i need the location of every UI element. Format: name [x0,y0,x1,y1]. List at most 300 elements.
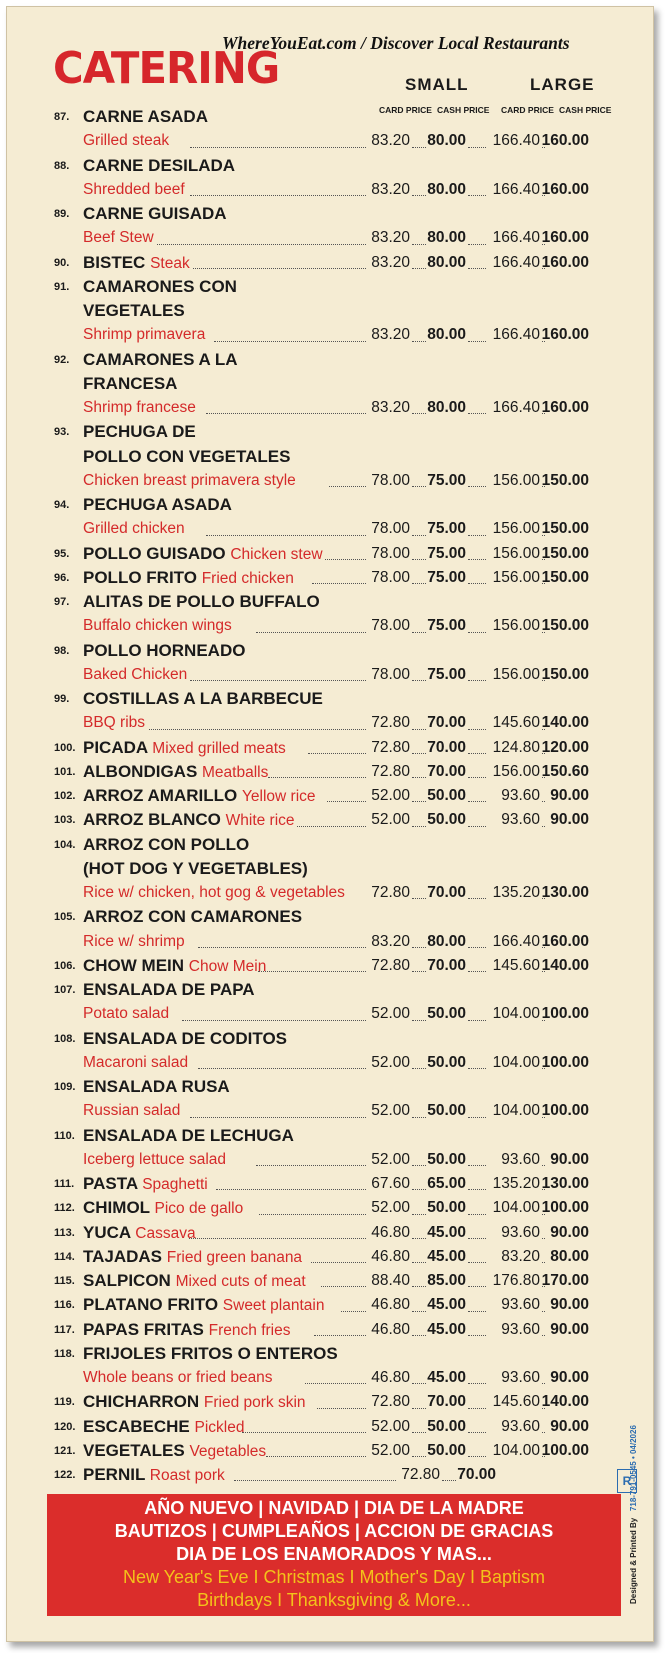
menu-item [54,420,619,493]
leader-dots [242,1432,366,1433]
item-name-spanish: ENSALADA RUSA [83,1077,230,1096]
item-description: Rice w/ chicken, hot gog & vegetables [83,884,345,901]
menu-item [54,1245,619,1269]
price-small-card: 72.80 [371,956,410,974]
price-large-cash: 90.00 [550,1320,589,1338]
leader-dots [157,244,366,245]
item-name-spanish: PLATANO FRITO [83,1295,219,1315]
item-name-spanish: COSTILLAS A LA BARBECUE [83,689,323,708]
item-name [83,154,235,178]
item-name [83,251,190,276]
leader-dots [190,147,366,148]
leader-dots [189,1238,366,1239]
item-name [83,1293,324,1318]
item-line [54,833,619,857]
menu-item [54,105,619,154]
item-line [54,372,619,396]
item-number: 101. [54,765,76,778]
menu-item [54,251,619,275]
price-small-cash: 70.00 [427,714,466,732]
item-number: 108. [54,1032,76,1045]
banner-line-english: Birthdays I Thanksgiving & More... [197,1590,471,1610]
price-small-cash: 80.00 [427,253,466,271]
price-small-card: 78.00 [371,665,410,683]
price-large-cash: 140.00 [541,714,589,732]
price-large-cash: 160.00 [541,180,589,198]
leader-dots [312,583,366,584]
item-number: 107. [54,984,76,996]
item-name [83,1196,243,1221]
item-name-english: White rice [225,812,295,830]
price-large-cash: 150.00 [541,617,589,635]
large-cash-price-header: CASH PRICE [559,105,612,115]
price-large-card: 156.00 [492,617,540,635]
item-description: Chicken breast primavera style [83,471,296,489]
item-line [54,1390,619,1414]
item-description: Russian salad [83,1102,181,1120]
leader-dots [317,1408,366,1409]
menu-item [54,1075,619,1124]
price-large-cash: 140.00 [541,956,589,974]
item-number: 109. [54,1081,76,1093]
price-large-card: 145.60 [492,714,540,732]
item-name-spanish: CHOW MEIN [83,955,185,975]
price-small-card: 46.80 [371,1320,410,1338]
price-small-cash: 45.00 [427,1296,466,1314]
price-small-card: 67.60 [371,1175,410,1192]
price-large-cash: 90.00 [550,811,589,829]
price-large-cash: 160.00 [541,399,589,416]
item-line [54,1002,619,1026]
item-number: 102. [54,790,76,802]
item-line [54,590,619,614]
price-large-card: 166.40 [492,229,540,247]
price-small-card: 46.80 [371,1247,410,1265]
item-number: 88. [54,159,70,172]
item-name [83,275,237,299]
item-number: 114. [54,1250,75,1263]
menu-item [54,905,619,954]
price-small-card: 52.00 [371,1102,410,1120]
item-name [83,542,323,567]
leader-dots [256,632,366,633]
leader-dots [206,413,366,414]
leader-dots [268,777,366,778]
price-small-cash: 75.00 [427,665,466,683]
menu-item [54,1415,619,1439]
item-line [54,1342,619,1366]
price-large-card: 166.40 [492,180,540,198]
item-name-spanish: CARNE ASADA [83,107,208,126]
item-name-spanish: CAMARONES A LA [83,349,238,369]
price-small-card: 78.00 [371,520,410,538]
price-small-cash: 70.00 [427,956,466,974]
item-line [54,517,619,541]
item-name [83,639,245,663]
item-name-english: Fried pork skin [203,1394,306,1412]
price-large-card: 93.60 [501,787,540,804]
price-small-cash: 50.00 [427,1199,466,1217]
item-number: 103. [54,814,76,827]
item-line [54,1196,619,1220]
price-small-card: 52.00 [371,1150,410,1168]
price-small-cash: 70.00 [427,762,466,780]
price-small-cash: 80.00 [427,326,466,344]
printer-logo-icon: R [617,1469,637,1493]
item-name [83,1124,294,1148]
item-line [54,105,619,129]
price-small-cash: 80.00 [427,229,466,247]
item-name-english: Sweet plantain [222,1297,325,1315]
printer-credit [629,1425,638,1604]
item-line [54,1172,619,1196]
price-large-cash: 150.00 [541,544,589,562]
item-name-spanish: ARROZ BLANCO [83,810,221,830]
price-large-card: 166.40 [492,326,540,344]
price-large-cash: 160.00 [541,253,589,271]
item-name-spanish: PECHUGA ASADA [83,495,232,514]
item-name [83,1245,302,1270]
item-line [54,1148,619,1172]
price-small-card: 88.40 [371,1272,410,1289]
price-small-card: 52.00 [371,1441,410,1459]
item-description: Buffalo chicken wings [83,617,232,635]
item-name-spanish: CARNE GUISADA [83,204,227,223]
item-line [54,978,619,1002]
item-number: 110. [54,1129,75,1142]
item-name [83,1463,225,1488]
banner-line-english: New Year's Eve I Christmas I Mother's Day I Baptism [122,1567,545,1587]
item-number: 91. [54,280,70,293]
price-small-card: 78.00 [371,471,410,489]
menu-item [54,566,619,590]
item-number: 106. [54,959,76,972]
price-large-cash: 90.00 [550,1296,589,1314]
item-name-english: Mixed cuts of meat [175,1273,306,1290]
price-small-card: 83.20 [371,180,410,198]
leader-dots [214,341,366,342]
price-small-card: 46.80 [371,1223,410,1241]
item-number: 90. [54,256,70,269]
price-small-card: 52.00 [371,1417,410,1435]
price-small-card: 52.00 [371,1005,410,1023]
item-name-continued: (HOT DOG Y VEGETABLES) [83,858,308,878]
item-name-spanish: PERNIL [83,1465,146,1484]
item-name [83,1342,338,1366]
item-number: 98. [54,644,70,657]
price-large-card: 166.40 [492,253,540,271]
item-name-spanish: ENSALADA DE CODITOS [83,1028,288,1048]
menu-item [54,833,619,906]
price-large-cash: 160.00 [541,326,589,344]
banner-line: BAUTIZOS | CUMPLEAÑOS | ACCION DE GRACIAS [114,1521,554,1541]
price-large-card: 135.20 [492,884,540,901]
price-large-card: 156.00 [492,665,540,683]
price-large-card: 166.40 [492,132,540,150]
leader-dots [190,680,366,681]
item-name [83,590,320,614]
price-small-cash: 75.00 [427,471,466,489]
price-large-cash: 100.00 [541,1102,589,1120]
item-description: Potato salad [83,1005,170,1023]
item-name [83,833,249,857]
item-name-spanish: POLLO FRITO [83,567,197,587]
price-large-card: 166.40 [492,932,540,950]
menu-item [54,1269,619,1293]
price-small-cash: 75.00 [427,544,466,562]
item-line [54,299,619,323]
price-large-cash: 150.00 [541,471,589,489]
occasions-banner [47,1494,621,1616]
item-name [83,105,208,129]
price-large-cash: 90.00 [550,1417,589,1435]
leader-dots [314,1335,366,1336]
leader-dots [258,971,366,972]
price-small-card: 72.80 [371,738,410,756]
item-name-english: Fried green banana [166,1248,303,1266]
item-name-spanish: CHIMOL [83,1198,150,1218]
price-small-cash: 50.00 [427,1441,466,1459]
price-large-card: 156.00 [492,762,540,780]
price-large-card: 176.80 [492,1272,540,1289]
price-small-card: 72.80 [371,714,410,732]
item-name-spanish: ALITAS DE POLLO BUFFALO [83,592,320,611]
printer-phone: 718-791-0545 • 04/2026 [629,1425,638,1512]
price-large-cash: 100.00 [541,1053,589,1071]
price-small-card: 52.00 [371,787,410,804]
menu-item [54,202,619,251]
item-line [54,323,619,347]
item-number: 119. [54,1396,75,1409]
leader-dots [305,1383,366,1384]
menu-item [54,1221,619,1245]
price-small-cash: 50.00 [427,1150,466,1168]
item-description: Shredded beef [83,180,185,198]
item-line [54,954,619,978]
price-large-cash: 170.00 [541,1272,589,1289]
price-large-card: 104.00 [492,1053,540,1071]
item-line [54,1318,619,1342]
menu-item [54,348,619,421]
price-small-card: 52.00 [371,811,410,829]
item-line [54,493,619,517]
item-name-spanish: ARROZ CON POLLO [83,834,250,854]
leader-dots [216,1189,366,1190]
price-small-cash: 50.00 [427,1417,466,1435]
price-large-card: 93.60 [501,1296,540,1314]
item-name [83,493,232,517]
price-small-cash: 65.00 [427,1175,466,1192]
item-name [83,736,286,761]
price-large-cash: 90.00 [550,1150,589,1168]
item-name-spanish: SALPICON [83,1271,171,1290]
item-description: Rice w/ shrimp [83,932,185,950]
price-small-card: 72.80 [371,884,410,901]
price-small-card: 83.20 [371,326,410,344]
menu-item [54,639,619,688]
item-name-continued: VEGETALES [83,301,185,320]
item-name-spanish: ENSALADA DE LECHUGA [83,1125,294,1145]
item-name [83,420,196,444]
menu-item [54,760,619,784]
item-line [54,178,619,202]
item-name [83,784,316,809]
item-number: 115. [54,1275,75,1287]
item-number: 117. [54,1323,75,1336]
item-name [83,1318,290,1343]
item-line [54,226,619,250]
leader-dots [297,826,366,827]
item-name-spanish: CHICHARRON [83,1392,200,1412]
item-name-spanish: TAJADAS [83,1246,163,1266]
price-small-cash: 80.00 [427,932,466,950]
item-line [54,1463,619,1487]
item-name-english: Roast pork [149,1467,225,1484]
leader-dots [149,729,366,730]
item-description: Grilled chicken [83,520,185,538]
item-name [83,760,268,785]
leader-dots [329,486,366,487]
item-line [54,760,619,784]
item-line [54,614,619,638]
price-large-cash: 160.00 [541,932,589,950]
item-name-english: Chow Mein [188,957,267,975]
price-small-cash: 50.00 [427,1053,466,1071]
item-line [54,1293,619,1317]
price-large-cash: 140.00 [541,1393,589,1411]
price-large-cash: 150.00 [541,568,589,586]
site-watermark: WhereYouEat.com / Discover Local Restaurants [222,33,570,53]
menu-item [54,954,619,978]
price-large-card: 124.80 [492,738,540,756]
item-name-english: Mixed grilled meats [152,739,286,757]
item-name [83,1172,208,1197]
price-small-card: 83.20 [371,253,410,271]
menu-item [54,784,619,808]
price-small-card: 83.20 [371,399,410,416]
menu-item [54,1124,619,1173]
menu-item [54,1196,619,1220]
leader-dots [311,1262,366,1263]
leader-dots [325,559,366,560]
price-large-cash: 160.00 [541,132,589,150]
item-name [83,905,302,929]
price-small-cash: 45.00 [427,1369,466,1386]
item-name-english: Spaghetti [142,1176,208,1193]
price-small-card: 83.20 [371,132,410,150]
item-line [54,348,619,372]
item-number: 96. [54,571,70,584]
item-name-english: Cassava [135,1224,196,1242]
price-large-card: 93.60 [501,811,540,829]
item-name [83,566,294,591]
item-line [54,663,619,687]
item-number: 99. [54,693,70,705]
menu-item [54,808,619,832]
menu-item [54,687,619,736]
item-line [54,857,619,881]
small-size-header: SMALL [405,75,469,94]
price-small-cash: 75.00 [427,568,466,586]
item-name-spanish: FRIJOLES FRITOS O ENTEROS [83,1343,338,1363]
price-small-cash: 75.00 [427,520,466,538]
item-line [54,1027,619,1051]
item-name-english: Fried chicken [201,569,294,587]
item-name-spanish: ENSALADA DE PAPA [83,980,255,999]
leader-dots [182,1020,366,1021]
price-large-card: 135.20 [492,1175,540,1192]
price-large-cash: 150.00 [541,520,589,538]
menu-item [54,1293,619,1317]
menu-item [54,1342,619,1391]
leader-dots [327,801,366,802]
item-number: 100. [54,741,76,754]
leader-dots [190,1117,366,1118]
price-large-card: 156.00 [492,520,540,538]
price-large-card: 104.00 [492,1102,540,1120]
item-description: Shrimp francese [83,399,196,416]
item-number: 89. [54,208,70,220]
price-large-cash: 120.00 [541,738,589,756]
price-large-card: 93.60 [501,1369,540,1386]
item-number: 118. [54,1347,75,1360]
item-line [54,1221,619,1245]
item-name-english: Vegetables [189,1442,267,1460]
item-number: 94. [54,499,70,511]
item-line [54,784,619,808]
price-large-card: 145.60 [492,956,540,974]
price-small-cash: 70.00 [457,1466,496,1483]
banner-line: DIA DE LOS ENAMORADOS Y MAS... [176,1544,492,1564]
item-line [54,1366,619,1390]
price-small-cash: 45.00 [427,1247,466,1265]
item-line [54,420,619,444]
item-name [83,1221,196,1246]
item-line [54,905,619,929]
item-line [54,469,619,493]
price-small-cash: 45.00 [427,1223,466,1241]
item-line [54,711,619,735]
item-line [54,687,619,711]
item-line [54,566,619,590]
item-number: 97. [54,596,70,608]
item-name [83,1269,306,1294]
leader-dots [259,1214,366,1215]
price-large-cash: 100.00 [541,1199,589,1217]
price-small-cash: 70.00 [427,738,466,756]
item-name-english: Pico de gallo [154,1200,244,1218]
price-large-cash: 90.00 [550,787,589,804]
menu-item [54,1463,619,1487]
item-line [54,275,619,299]
price-large-card: 104.00 [492,1005,540,1023]
item-name-spanish: PECHUGA DE [83,422,196,442]
price-large-cash: 80.00 [550,1247,589,1265]
price-small-card: 52.00 [371,1199,410,1217]
menu-item [54,1318,619,1342]
item-description: Whole beans or fried beans [83,1369,273,1386]
leader-dots [234,1480,396,1481]
price-small-cash: 80.00 [427,132,466,150]
menu-item [54,978,619,1027]
price-small-card: 78.00 [371,617,410,635]
item-line [54,1245,619,1269]
price-small-card: 72.80 [401,1466,440,1483]
small-cash-price-header: CASH PRICE [437,105,490,115]
item-line [54,639,619,663]
item-name [83,954,266,979]
item-description: Iceberg lettuce salad [83,1150,227,1168]
